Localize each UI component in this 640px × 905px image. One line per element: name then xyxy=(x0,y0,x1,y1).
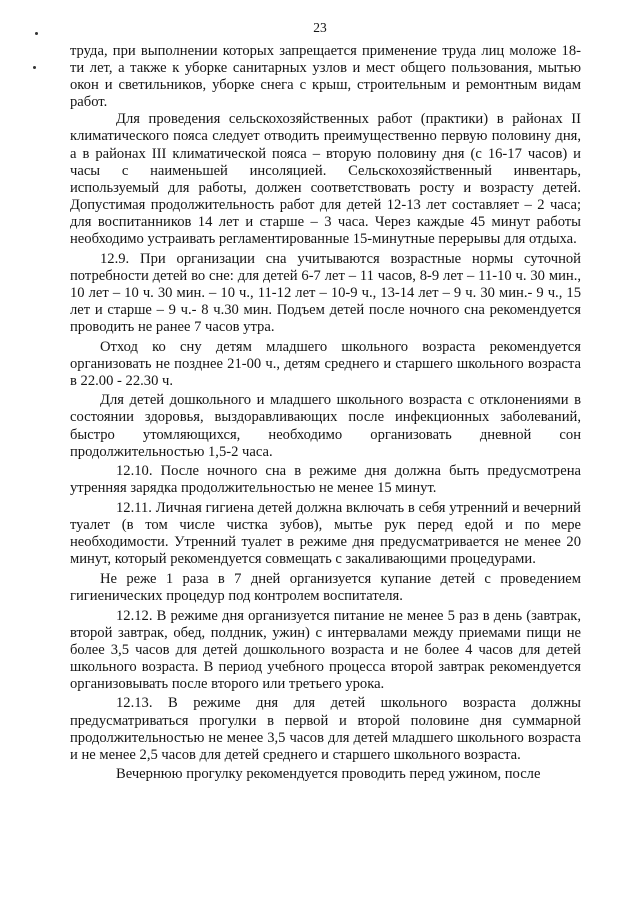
paragraph-morning-exercise: 12.10. После ночного сна в режиме дня должна быть предусмотрена утренняя зарядка продолжительностью не менее 15 минут. xyxy=(70,463,581,497)
paragraph-personal-hygiene: 12.11. Личная гигиена детей должна включать в себя утренний и вечерний туалет (в том числе чистка зубов), мытье рук перед едой и по мере необходимости. Утренний туалет в режиме дня предусматривается не менее 20 минут, который рекомендуется совмещать с закаливающими процедурами. xyxy=(70,499,581,568)
paragraph-sleep-norms: 12.9. При организации сна учитываются возрастные нормы суточной потребности детей во сне: для детей 6-7 лет – 11 часов, 8-9 лет – 11-10 ч. 30 мин., 10 лет – 10 ч. 30 мин. – 10 ч., 11-12 лет – 10-9 ч., 13-14 лет – 9 ч. 30 мин.- 9 ч., 15 лет и старше – 9 ч.- 8 ч.30 мин. Подъем детей после ночного сна рекомендуется проводить не ранее 7 часов утра. xyxy=(70,250,581,335)
paragraph-daytime-sleep: Для детей дошкольного и младшего школьного возраста с отклонениями в состоянии здоровья, выздоравливающих после инфекционных заболеваний, быстро утомляющихся, необходимо организовать дневной сон продолжительностью 1,5-2 часа. xyxy=(70,392,581,460)
paragraph-bedtime: Отход ко сну детям младшего школьного возраста рекомендуется организовать не позднее 21-00 ч., детям среднего и старшего школьного возраста в 22.00 - 22.30 ч. xyxy=(70,338,581,389)
margin-mark xyxy=(33,66,36,69)
paragraph-evening-walk: Вечернюю прогулку рекомендуется проводить перед ужином, после xyxy=(116,766,541,783)
paragraph-meals: 12.12. В режиме дня организуется питание не менее 5 раз в день (завтрак, второй завтрак, обед, полдник, ужин) с интервалами между приемами пищи не более 3,5 часов для детей дошкольного возраста и не более 4 часов для детей школьного возраста. В период учебного процесса второй завтрак рекомендуется организовывать после второго или третьего урока. xyxy=(70,607,581,692)
paragraph-walks: 12.13. В режиме дня для детей школьного возраста должны предусматриваться прогулки в первой и второй половине дня суммарной продолжительностью не менее 3,5 часов для детей младшего школьного возраста и не менее 2,5 часов для детей среднего и старшего школьного возраста. xyxy=(70,695,581,763)
paragraph-agricultural-work: Для проведения сельскохозяйственных работ (практики) в районах II климатического пояса следует отводить преимущественно первую половину дня, а в районах III климатической пояса – вторую половину дня (с 16-17 часов) и часы с наименьшей инсоляцией. Сельскохозяйственный инвентарь, используемый для работы, должен соответствовать росту и возрасту детей. Допустимая продолжительность работ для детей 12-13 лет составляет – 2 часа; для воспитанников 14 лет и старше – 3 часа. Через каждые 45 минут работы необходимо устраивать регламентированные 15-минутные перерывы для отдыха. xyxy=(70,111,581,248)
paragraph-bathing: Не реже 1 раза в 7 дней организуется купание детей с проведением гигиенических процедур под контролем воспитателя. xyxy=(70,570,581,604)
page-number: 23 xyxy=(313,20,327,35)
document-body xyxy=(70,43,581,786)
paragraph-work-restrictions: труда, при выполнении которых запрещается применение труда лиц моложе 18-ти лет, а также к уборке санитарных узлов и мест общего пользования, мытью окон и светильников, уборке снега с крыш, строительным и ремонтным видам работ. xyxy=(70,43,581,111)
